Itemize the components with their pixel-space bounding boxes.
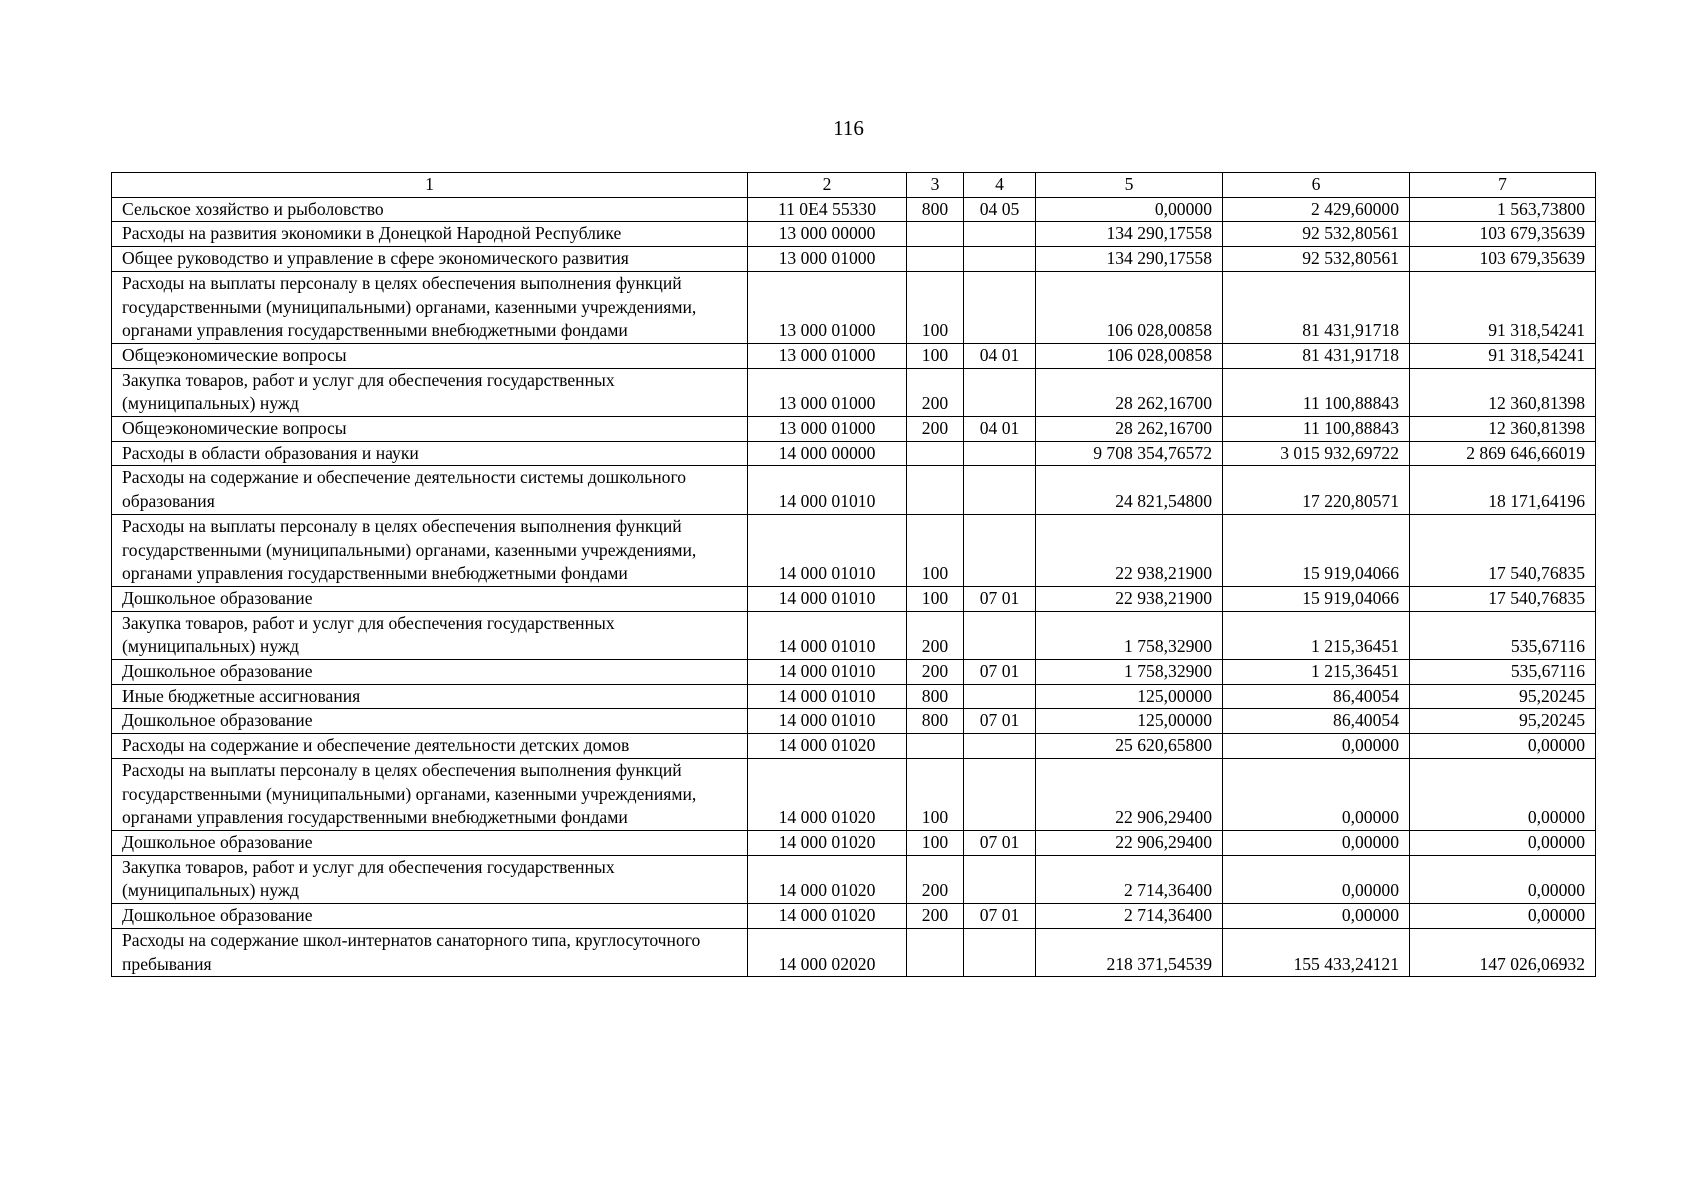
table-row (112, 684, 1596, 709)
table-row (112, 709, 1596, 734)
row-value-6-cell: 0,00000 (1223, 758, 1410, 830)
row-name-cell: Общеэкономические вопросы (112, 417, 748, 442)
header-col-2: 2 (748, 173, 907, 198)
row-value-5-cell: 1 758,32900 (1036, 660, 1223, 685)
row-value-7-cell: 0,00000 (1410, 830, 1596, 855)
row-expense-type-cell: 200 (907, 904, 964, 929)
row-code-cell: 14 000 01020 (748, 734, 907, 759)
budget-table (111, 172, 1596, 977)
row-section-cell: 04 05 (964, 197, 1036, 222)
header-col-5: 5 (1036, 173, 1223, 198)
row-value-5-cell: 28 262,16700 (1036, 368, 1223, 416)
row-expense-type-cell: 100 (907, 830, 964, 855)
row-name-cell: Дошкольное образование (112, 709, 748, 734)
row-name-cell: Расходы на выплаты персоналу в целях обеспечения выполнения функций государственными (муниципальными) органами, казенными учреждениями, органами управления государственными внебюджетными фондами (112, 758, 748, 830)
row-name-cell: Дошкольное образование (112, 904, 748, 929)
header-col-1: 1 (112, 173, 748, 198)
row-section-cell: 07 01 (964, 904, 1036, 929)
row-code-cell: 13 000 01000 (748, 368, 907, 416)
table-row (112, 466, 1596, 514)
row-name-cell: Расходы на выплаты персоналу в целях обеспечения выполнения функций государственными (муниципальными) органами, казенными учреждениями, органами управления государственными внебюджетными фондами (112, 271, 748, 343)
row-code-cell: 13 000 01000 (748, 343, 907, 368)
row-expense-type-cell: 200 (907, 855, 964, 903)
row-section-cell (964, 441, 1036, 466)
row-value-7-cell: 91 318,54241 (1410, 271, 1596, 343)
table-row (112, 514, 1596, 586)
row-value-5-cell: 22 906,29400 (1036, 830, 1223, 855)
table-row (112, 830, 1596, 855)
row-code-cell: 13 000 01000 (748, 417, 907, 442)
header-col-7: 7 (1410, 173, 1596, 198)
row-expense-type-cell (907, 222, 964, 247)
row-section-cell (964, 855, 1036, 903)
row-section-cell (964, 928, 1036, 976)
table-row (112, 660, 1596, 685)
row-expense-type-cell: 200 (907, 611, 964, 659)
row-value-6-cell: 1 215,36451 (1223, 660, 1410, 685)
row-value-5-cell: 28 262,16700 (1036, 417, 1223, 442)
row-value-6-cell: 92 532,80561 (1223, 222, 1410, 247)
row-section-cell: 07 01 (964, 660, 1036, 685)
row-name-cell: Расходы на содержание школ-интернатов санаторного типа, круглосуточного пребывания (112, 928, 748, 976)
row-code-cell: 14 000 00000 (748, 441, 907, 466)
row-name-cell: Расходы на содержание и обеспечение деятельности системы дошкольного образования (112, 466, 748, 514)
table-row (112, 417, 1596, 442)
row-value-7-cell: 95,20245 (1410, 709, 1596, 734)
page-number: 116 (833, 116, 864, 140)
row-expense-type-cell (907, 928, 964, 976)
row-section-cell (964, 222, 1036, 247)
table-row (112, 197, 1596, 222)
row-value-6-cell: 0,00000 (1223, 830, 1410, 855)
row-name-cell: Расходы на содержание и обеспечение деятельности детских домов (112, 734, 748, 759)
row-section-cell (964, 684, 1036, 709)
row-value-5-cell: 9 708 354,76572 (1036, 441, 1223, 466)
row-section-cell (964, 758, 1036, 830)
table-row (112, 368, 1596, 416)
row-code-cell: 14 000 01010 (748, 709, 907, 734)
row-value-5-cell: 106 028,00858 (1036, 271, 1223, 343)
row-name-cell: Общее руководство и управление в сфере экономического развития (112, 247, 748, 272)
row-value-5-cell: 134 290,17558 (1036, 247, 1223, 272)
row-code-cell: 14 000 02020 (748, 928, 907, 976)
row-value-7-cell: 103 679,35639 (1410, 247, 1596, 272)
row-expense-type-cell (907, 247, 964, 272)
row-code-cell: 13 000 01000 (748, 271, 907, 343)
row-expense-type-cell: 100 (907, 343, 964, 368)
table-row (112, 611, 1596, 659)
row-code-cell: 14 000 01020 (748, 904, 907, 929)
row-value-7-cell: 0,00000 (1410, 758, 1596, 830)
row-section-cell: 07 01 (964, 586, 1036, 611)
row-expense-type-cell: 100 (907, 271, 964, 343)
row-value-5-cell: 24 821,54800 (1036, 466, 1223, 514)
row-name-cell: Дошкольное образование (112, 586, 748, 611)
row-expense-type-cell: 100 (907, 514, 964, 586)
row-value-7-cell: 95,20245 (1410, 684, 1596, 709)
row-name-cell: Закупка товаров, работ и услуг для обеспечения государственных (муниципальных) нужд (112, 611, 748, 659)
row-value-7-cell: 12 360,81398 (1410, 368, 1596, 416)
row-name-cell: Сельское хозяйство и рыболовство (112, 197, 748, 222)
table-row (112, 855, 1596, 903)
row-value-5-cell: 22 938,21900 (1036, 514, 1223, 586)
row-section-cell (964, 247, 1036, 272)
row-section-cell: 04 01 (964, 343, 1036, 368)
row-section-cell (964, 514, 1036, 586)
row-expense-type-cell: 800 (907, 709, 964, 734)
row-value-6-cell: 81 431,91718 (1223, 343, 1410, 368)
row-code-cell: 14 000 01010 (748, 514, 907, 586)
row-section-cell (964, 368, 1036, 416)
row-name-cell: Закупка товаров, работ и услуг для обеспечения государственных (муниципальных) нужд (112, 855, 748, 903)
header-col-4: 4 (964, 173, 1036, 198)
row-code-cell: 14 000 01020 (748, 830, 907, 855)
row-value-7-cell: 0,00000 (1410, 734, 1596, 759)
header-col-3: 3 (907, 173, 964, 198)
row-expense-type-cell: 200 (907, 417, 964, 442)
row-code-cell: 14 000 01010 (748, 684, 907, 709)
table-row (112, 271, 1596, 343)
table-row (112, 904, 1596, 929)
row-section-cell: 07 01 (964, 709, 1036, 734)
row-expense-type-cell (907, 441, 964, 466)
table-row (112, 247, 1596, 272)
row-value-6-cell: 81 431,91718 (1223, 271, 1410, 343)
table-row (112, 222, 1596, 247)
row-value-5-cell: 125,00000 (1036, 709, 1223, 734)
row-section-cell: 04 01 (964, 417, 1036, 442)
row-value-7-cell: 18 171,64196 (1410, 466, 1596, 514)
row-expense-type-cell: 100 (907, 758, 964, 830)
row-code-cell: 13 000 01000 (748, 247, 907, 272)
row-value-7-cell: 12 360,81398 (1410, 417, 1596, 442)
row-code-cell: 13 000 00000 (748, 222, 907, 247)
row-name-cell: Расходы на выплаты персоналу в целях обеспечения выполнения функций государственными (муниципальными) органами, казенными учреждениями, органами управления государственными внебюджетными фондами (112, 514, 748, 586)
row-expense-type-cell: 200 (907, 660, 964, 685)
row-code-cell: 11 0Е4 55330 (748, 197, 907, 222)
row-value-6-cell: 0,00000 (1223, 855, 1410, 903)
header-col-6: 6 (1223, 173, 1410, 198)
table-header (112, 173, 1596, 198)
row-value-7-cell: 91 318,54241 (1410, 343, 1596, 368)
row-value-5-cell: 106 028,00858 (1036, 343, 1223, 368)
row-name-cell: Расходы в области образования и науки (112, 441, 748, 466)
row-value-7-cell: 535,67116 (1410, 611, 1596, 659)
row-value-5-cell: 0,00000 (1036, 197, 1223, 222)
row-value-6-cell: 15 919,04066 (1223, 586, 1410, 611)
row-name-cell: Расходы на развития экономики в Донецкой Народной Республике (112, 222, 748, 247)
row-name-cell: Иные бюджетные ассигнования (112, 684, 748, 709)
row-expense-type-cell (907, 466, 964, 514)
row-expense-type-cell: 100 (907, 586, 964, 611)
row-expense-type-cell: 800 (907, 197, 964, 222)
row-value-5-cell: 22 906,29400 (1036, 758, 1223, 830)
row-value-6-cell: 92 532,80561 (1223, 247, 1410, 272)
row-value-7-cell: 147 026,06932 (1410, 928, 1596, 976)
row-value-6-cell: 2 429,60000 (1223, 197, 1410, 222)
row-name-cell: Дошкольное образование (112, 830, 748, 855)
row-value-6-cell: 1 215,36451 (1223, 611, 1410, 659)
row-value-7-cell: 1 563,73800 (1410, 197, 1596, 222)
row-value-7-cell: 0,00000 (1410, 855, 1596, 903)
row-value-7-cell: 17 540,76835 (1410, 586, 1596, 611)
table-row (112, 586, 1596, 611)
table-row (112, 441, 1596, 466)
row-value-7-cell: 535,67116 (1410, 660, 1596, 685)
row-code-cell: 14 000 01020 (748, 855, 907, 903)
row-section-cell (964, 466, 1036, 514)
row-value-5-cell: 22 938,21900 (1036, 586, 1223, 611)
row-value-7-cell: 17 540,76835 (1410, 514, 1596, 586)
table-row (112, 928, 1596, 976)
row-value-6-cell: 86,40054 (1223, 709, 1410, 734)
row-code-cell: 14 000 01010 (748, 466, 907, 514)
row-expense-type-cell: 800 (907, 684, 964, 709)
row-code-cell: 14 000 01020 (748, 758, 907, 830)
table-row (112, 343, 1596, 368)
row-value-6-cell: 17 220,80571 (1223, 466, 1410, 514)
row-code-cell: 14 000 01010 (748, 660, 907, 685)
row-section-cell (964, 271, 1036, 343)
row-value-5-cell: 2 714,36400 (1036, 904, 1223, 929)
row-value-6-cell: 11 100,88843 (1223, 417, 1410, 442)
row-value-7-cell: 0,00000 (1410, 904, 1596, 929)
table-body (112, 197, 1596, 977)
row-name-cell: Общеэкономические вопросы (112, 343, 748, 368)
row-value-6-cell: 3 015 932,69722 (1223, 441, 1410, 466)
row-section-cell (964, 611, 1036, 659)
row-value-6-cell: 15 919,04066 (1223, 514, 1410, 586)
row-value-6-cell: 155 433,24121 (1223, 928, 1410, 976)
row-section-cell: 07 01 (964, 830, 1036, 855)
row-section-cell (964, 734, 1036, 759)
row-value-5-cell: 134 290,17558 (1036, 222, 1223, 247)
table-row (112, 758, 1596, 830)
row-expense-type-cell (907, 734, 964, 759)
row-expense-type-cell: 200 (907, 368, 964, 416)
row-value-5-cell: 1 758,32900 (1036, 611, 1223, 659)
row-name-cell: Закупка товаров, работ и услуг для обеспечения государственных (муниципальных) нужд (112, 368, 748, 416)
row-name-cell: Дошкольное образование (112, 660, 748, 685)
row-value-5-cell: 125,00000 (1036, 684, 1223, 709)
row-value-6-cell: 0,00000 (1223, 734, 1410, 759)
row-value-5-cell: 25 620,65800 (1036, 734, 1223, 759)
table-row (112, 734, 1596, 759)
row-code-cell: 14 000 01010 (748, 586, 907, 611)
row-value-6-cell: 0,00000 (1223, 904, 1410, 929)
row-value-5-cell: 218 371,54539 (1036, 928, 1223, 976)
header-row (112, 173, 1596, 198)
row-code-cell: 14 000 01010 (748, 611, 907, 659)
row-value-6-cell: 11 100,88843 (1223, 368, 1410, 416)
row-value-7-cell: 103 679,35639 (1410, 222, 1596, 247)
row-value-6-cell: 86,40054 (1223, 684, 1410, 709)
row-value-5-cell: 2 714,36400 (1036, 855, 1223, 903)
row-value-7-cell: 2 869 646,66019 (1410, 441, 1596, 466)
